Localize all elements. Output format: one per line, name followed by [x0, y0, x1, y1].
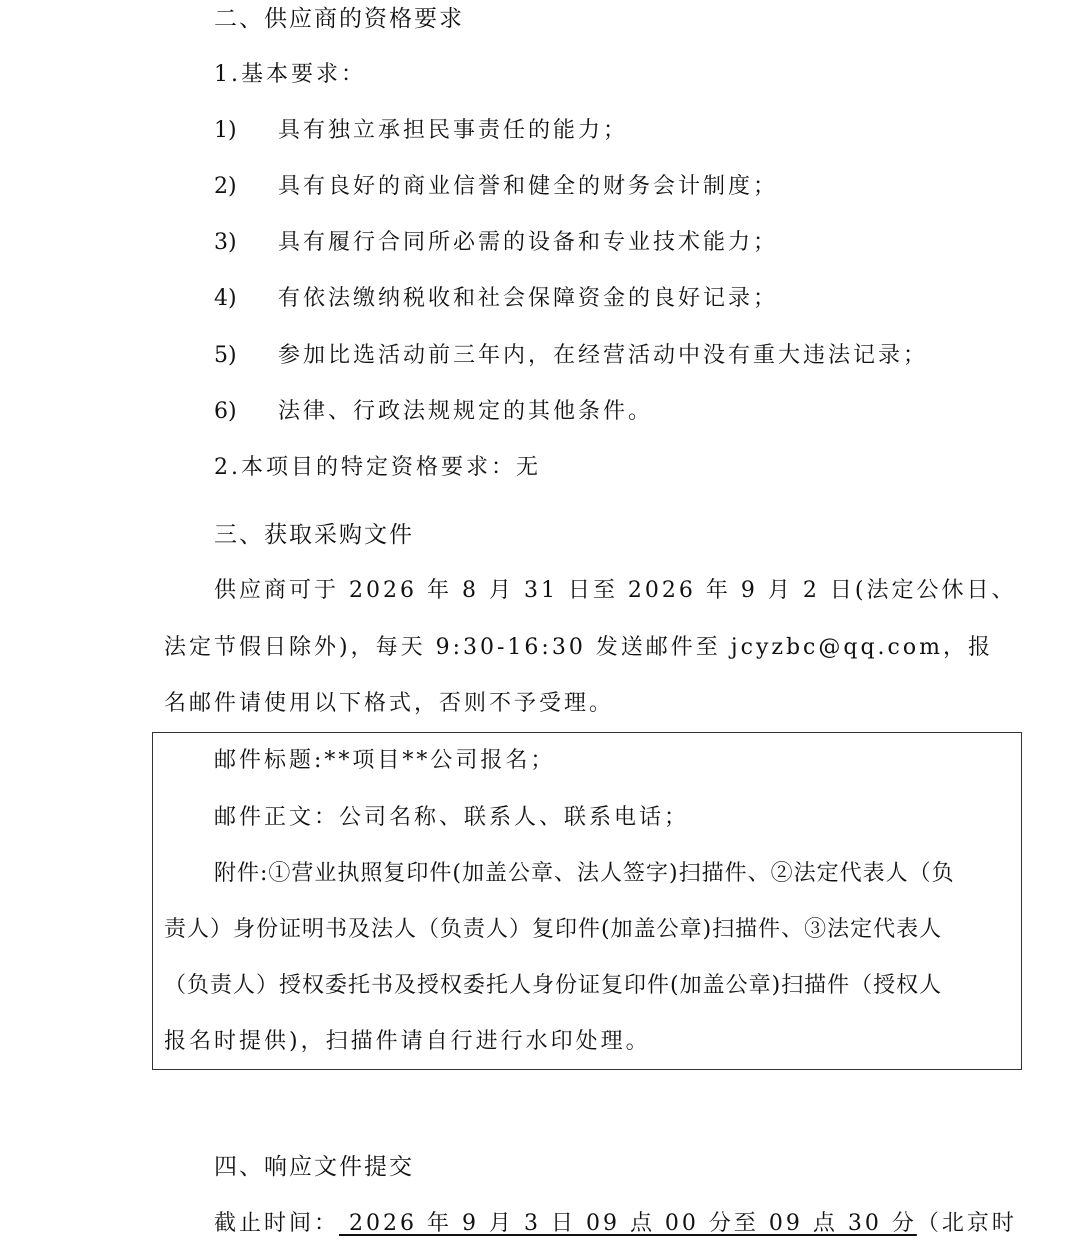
list-item — [214, 116, 628, 146]
list-item-text: 具有良好的商业信誉和健全的财务会计制度； — [278, 174, 779, 199]
list-item-number: 5) — [214, 343, 237, 368]
email-body-line: 邮件正文：公司名称、联系人、联系电话； — [214, 805, 690, 830]
list-item-text: 有依法缴纳税收和社会保障资金的良好记录； — [278, 286, 779, 311]
specific-requirements: 2.本项目的特定资格要求：无 — [214, 455, 541, 480]
paragraph-line: 名邮件请使用以下格式，否则不予受理。 — [164, 691, 615, 716]
email-format-box — [152, 732, 1022, 1070]
list-item-number: 3) — [214, 230, 237, 255]
paragraph-line: 法定节假日除外)，每天 9:30-16:30 发送邮件至 jcyzbc@qq.com，报 — [164, 635, 993, 660]
deadline-suffix: （北京时 — [916, 1211, 1017, 1236]
list-item-text: 具有履行合同所必需的设备和专业技术能力； — [278, 230, 779, 255]
attachment-line: 报名时提供)，扫描件请自行进行水印处理。 — [164, 1029, 651, 1054]
basic-requirements-label: 1.基本要求： — [214, 62, 366, 87]
list-item-number: 1) — [214, 118, 237, 143]
attachment-line: （负责人）授权委托书及授权委托人身份证复印件(加盖公章)扫描件（授权人 — [164, 973, 943, 998]
list-item — [214, 172, 778, 202]
list-item-number: 2) — [214, 174, 237, 199]
deadline-label: 截止时间： — [214, 1211, 340, 1236]
section-3-heading: 三、获取采购文件 — [214, 522, 414, 548]
list-item — [214, 341, 928, 371]
email-subject-line: 邮件标题:**项目**公司报名； — [214, 748, 556, 773]
list-item-text: 具有独立承担民事责任的能力； — [278, 118, 629, 143]
deadline-value: 2026 年 9 月 3 日 09 点 00 分至 09 点 30 分 — [339, 1211, 917, 1236]
list-item-text: 参加比选活动前三年内，在经营活动中没有重大违法记录； — [278, 343, 929, 368]
deadline-line — [214, 1209, 1017, 1239]
list-item — [214, 397, 653, 427]
section-2-heading: 二、供应商的资格要求 — [214, 6, 464, 32]
attachment-line: 附件:①营业执照复印件(加盖公章、法人签字)扫描件、②法定代表人（负 — [214, 861, 955, 886]
attachment-line: 责人）身份证明书及法人（负责人）复印件(加盖公章)扫描件、③法定代表人 — [164, 917, 943, 942]
paragraph-line: 供应商可于 2026 年 8 月 31 日至 2026 年 9 月 2 日(法定公休日、 — [214, 578, 1017, 603]
list-item — [214, 284, 778, 314]
list-item-number: 6) — [214, 399, 237, 424]
list-item-text: 法律、行政法规规定的其他条件。 — [278, 399, 654, 424]
list-item-number: 4) — [214, 286, 237, 311]
list-item — [214, 228, 778, 258]
section-4-heading: 四、响应文件提交 — [214, 1154, 414, 1180]
